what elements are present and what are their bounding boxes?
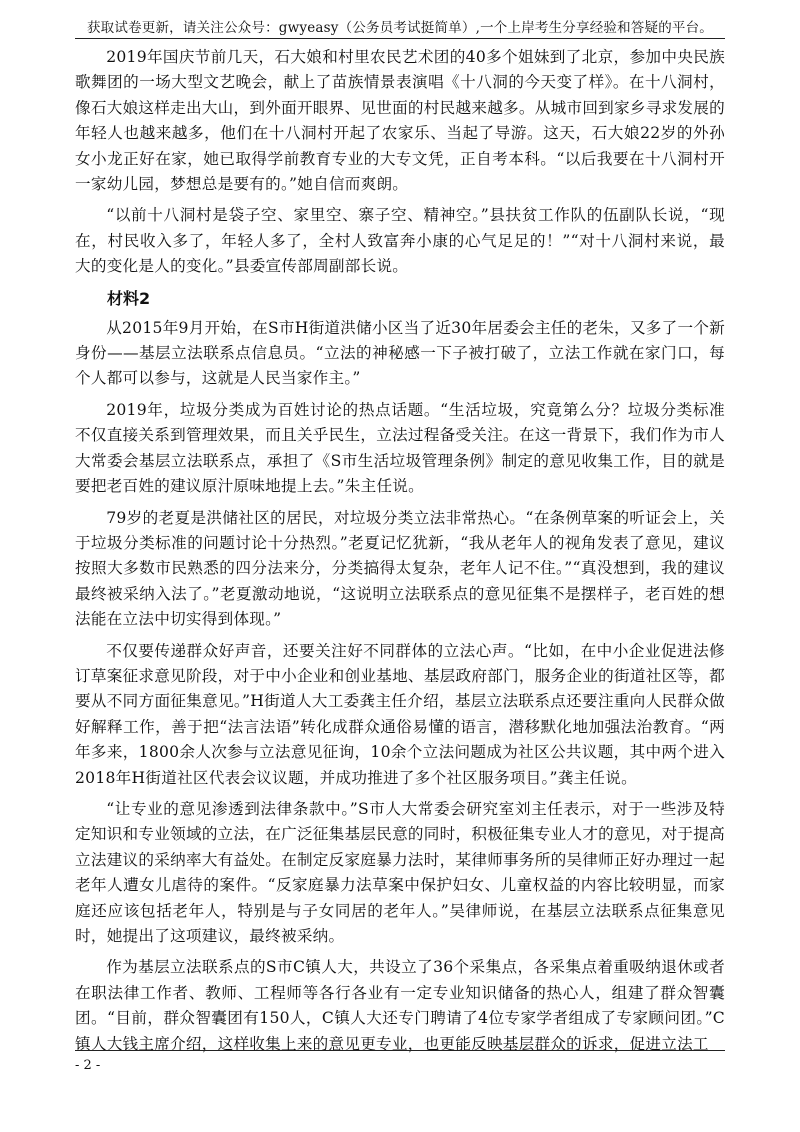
paragraph: 不仅要传递群众好声音，还要关注好不同群体的立法心声。“比如，在中小企业促进法修订草案征求意见阶段，对于中小企业和创业基地、基层政府部门，服务企业的街道社区等，都要从不同方面征集意见。”H街道人大工委龚主任介绍，基层立法联系点还要注重向人民群众做好解释工作，善于把“法言法语”转化成群众通俗易懂的语言，潜移默化地加强法治教育。“两年多来，1800余人次参与立法意见征询，10余个立法问题成为社区公共议题，其中两个进入2018年H街道社区代表会议议题，并成功推进了多个社区服务项目。”龚主任说。 — [75, 641, 725, 787]
paragraph: 2019年，垃圾分类成为百姓讨论的热点话题。“生活垃圾，究竟第么分？垃圾分类标准不仅直接关系到管理效果，而且关乎民生，立法过程备受关注。在这一背景下，我们作为市人大常委会基层立法联系点，承担了《S市生活垃圾管理条例》制定的意见收集工作，目的就是要把老百姓的建议原汁原味地提上去。”朱主任说。 — [75, 400, 725, 496]
paragraph: 作为基层立法联系点的S市C镇人大，共设立了36个采集点，各采集点着重吸纳退休或者在职法律工作者、教师、工程师等各行各业有一定专业知识储备的热心人，组建了群众智囊团。“目前，群众智囊团有150人，C镇人大还专门聘请了4位专家学者组成了专家顾问团。”C镇人大钱主席介绍，这样收集上来的意见更专业，也更能反映基层群众的诉求，促进立法工 — [75, 958, 725, 1053]
paragraph: “让专业的意见渗透到法律条款中。”S市人大常委会研究室刘主任表示，对于一些涉及特定知识和专业领域的立法，在广泛征集基层民意的同时，积极征集专业人才的意见，对于提高立法建议的采纳率大有益处。在制定反家庭暴力法时，某律师事务所的吴律师正好办理过一起老年人遭女儿虐待的案件。“反家庭暴力法草案中保护妇女、儿童权益的内容比较明显，而家庭还应该包括老年人，特别是与子女同居的老年人。”吴律师说，在基层立法联系点征集意见时，她提出了这项建议，最终被采纳。 — [75, 799, 725, 945]
page-header: 获取试卷更新，请关注公众号：gwyeasy（公务员考试挺简单）,一个上岸考生分享经验和答疑的平台。 — [86, 20, 713, 36]
header-divider — [75, 38, 725, 39]
paragraph: 79岁的老夏是洪储社区的居民，对垃圾分类立法非常热心。“在条例草案的听证会上，关于垃圾分类标准的问题讨论十分热烈。”老夏记忆犹新，“我从老年人的视角发表了意见，建议按照大多数市民熟悉的四分法来分，分类搞得太复杂，老年人记不住。”“真没想到，我的建议最终被采纳入法了。”老夏激动地说，“这说明立法联系点的意见征集不是摆样子，老百姓的想法能在立法中切实得到体现。” — [75, 508, 725, 629]
page-number: - 2 - — [75, 1058, 101, 1073]
document-body — [75, 45, 725, 1063]
paragraph: 从2015年9月开始，在S市H街道洪储小区当了近30年居委会主任的老朱，又多了一个新身份——基层立法联系点信息员。“立法的神秘感一下子被打破了，立法工作就在家门口，每个人都可以参与，这就是人民当家作主。” — [75, 318, 726, 388]
footer-divider — [75, 1050, 725, 1051]
section-heading: 材料2 — [107, 288, 151, 308]
paragraph: 2019年国庆节前几天，石大娘和村里农民艺术团的40多个姐妹到了北京，参加中央民族歌舞团的一场大型文艺晚会，献上了苗族情景表演唱《十八洞的今天变了样》。在十八洞村，像石大娘这样走出大山，到外面开眼界、见世面的村民越来越多。从城市回到家乡寻求发展的年轻人也越来越多，他们在十八洞村开起了农家乐、当起了导游。这天，石大娘22岁的外孙女小龙正好在家，她已取得学前教育专业的大专文凭，正自考本科。“以后我要在十八洞村开一家幼儿园，梦想总是要有的。”她自信而爽朗。 — [75, 48, 725, 194]
paragraph: “以前十八洞村是袋子空、家里空、寨子空、精神空。”县扶贫工作队的伍副队长说，“现在，村民收入多了，年轻人多了，全村人致富奔小康的心气足足的！”“对十八洞村来说，最大的变化是人的变化。”县委宣传部周副部长说。 — [75, 206, 725, 276]
